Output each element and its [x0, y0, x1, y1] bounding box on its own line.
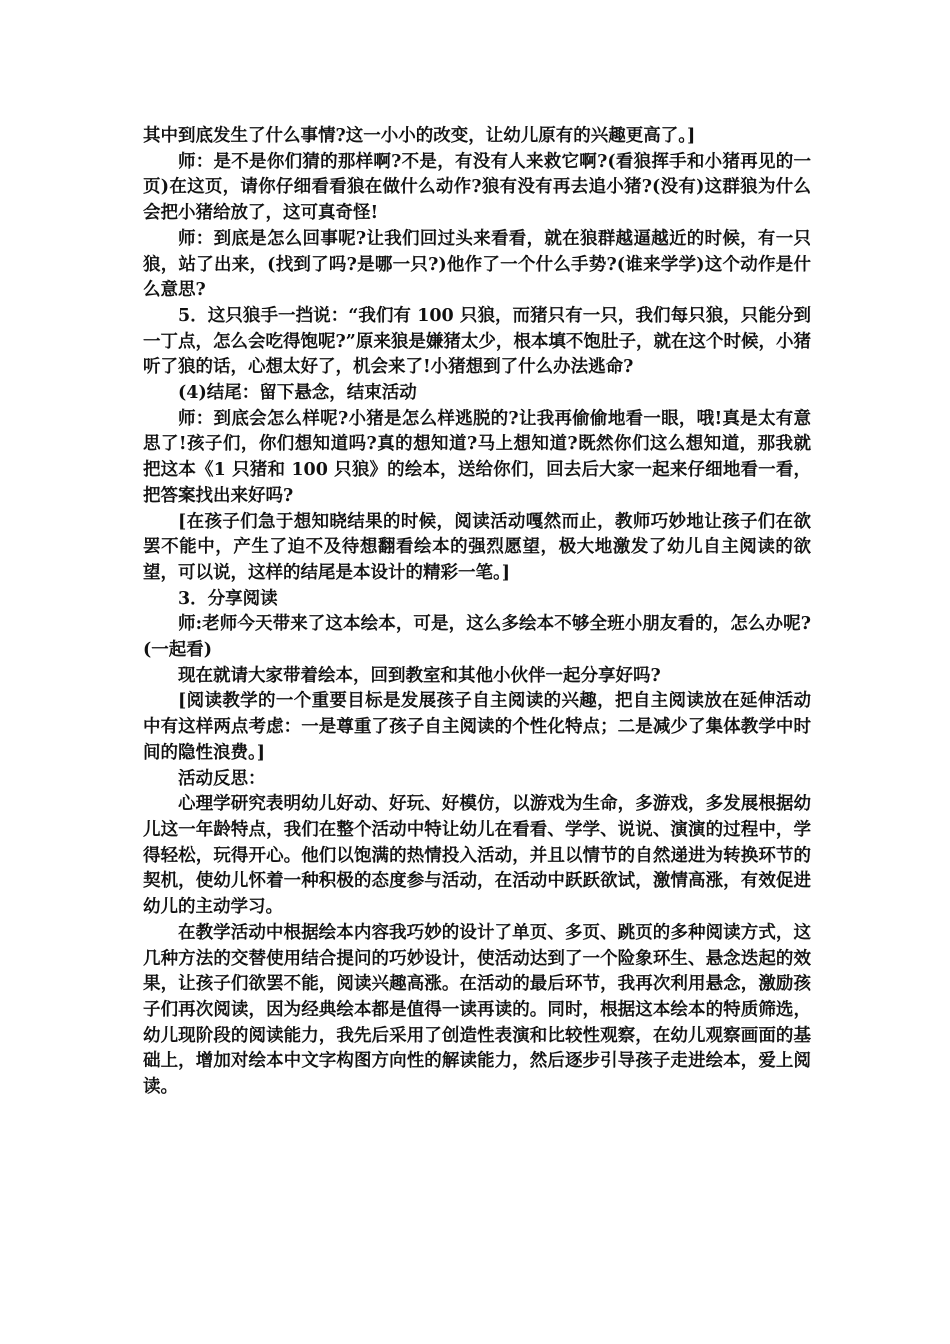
paragraph-6: 师：到底会怎么样呢?小猪是怎么样逃脱的?让我再偷偷地看一眼，哦!真是太有意思了!孩子们，你们想知道吗?真的想知道?马上想知道?既然你们这么想知道，那我就把这本《1 只猪和 100 只狼》的绘本，送给你们，回去后大家一起来仔细地看一看，把答案找出来好吗?	[143, 408, 811, 506]
document-page	[143, 124, 811, 1101]
commentary-ending: [在孩子们急于想知晓结果的时候，阅读活动嘎然而止，教师巧妙地让孩子们在欲罢不能中，产生了迫不及待想翻看绘本的强烈愿望，极大地激发了幼儿自主阅读的欲望，可以说，这样的结尾是本设计的精彩一笔。]	[143, 511, 811, 583]
reflection-paragraph-2: 在教学活动中根据绘本内容我巧妙的设计了单页、多页、跳页的多种阅读方式，这几种方法的交替使用结合提问的巧妙设计，使活动达到了一个险象环生、悬念迭起的效果，让孩子们欲罢不能，阅读兴趣高涨。在活动的最后环节，我再次利用悬念，激励孩子们再次阅读，因为经典绘本都是值得一读再读的。同时，根据这本绘本的特质筛选，幼儿现阶段的阅读能力，我先后采用了创造性表演和比较性观察，在幼儿观察画面的基础上，增加对绘本中文字构图方向性的解读能力，然后逐步引导孩子走进绘本，爱上阅读。	[143, 922, 811, 1098]
paragraph-4: 5．这只狼手一挡说：“我们有 100 只狼，而猪只有一只，我们每只狼，只能分到一丁点，怎么会吃得饱呢?”原来狼是嫌猪太少，根本填不饱肚子，就在这个时候，小猪听了狼的话，心想太好了，机会来了!小猪想到了什么办法逃命?	[143, 305, 811, 378]
section-heading-sharing: 3．分享阅读	[178, 588, 278, 609]
section-heading-reflection: 活动反思：	[178, 768, 266, 789]
paragraph-2: 师：是不是你们猜的那样啊?不是，有没有人来救它啊?(看狼挥手和小猪再见的一页)在这页，请你仔细看看狼在做什么动作?狼有没有再去追小猪?(没有)这群狼为什么会把小猪给放了，这可真奇怪!	[143, 151, 811, 224]
paragraph-10: 现在就请大家带着绘本，回到教室和其他小伙伴一起分享好吗?	[178, 665, 661, 686]
paragraph-3: 师：到底是怎么回事呢?让我们回过头来看看，就在狼群越逼越近的时候，有一只狼，站了出来，(找到了吗?是哪一只?)他作了一个什么手势?(谁来学学)这个动作是什么意思?	[143, 228, 811, 301]
reflection-paragraph-1: 心理学研究表明幼儿好动、好玩、好模仿，以游戏为生命，多游戏，多发展根据幼儿这一年龄特点，我们在整个活动中特让幼儿在看看、学学、说说、演演的过程中，学得轻松，玩得开心。他们以饱满的热情投入活动，并且以情节的自然递进为转换环节的契机，使幼儿怀着一种积极的态度参与活动，在活动中跃跃欲试，激情高涨，有效促进幼儿的主动学习。	[143, 794, 811, 918]
paragraph-9: 师:老师今天带来了这本绘本，可是，这么多绘本不够全班小朋友看的，怎么办呢?(一起看)	[143, 614, 811, 661]
paragraph-1: 其中到底发生了什么事情?这一小小的改变，让幼儿原有的兴趣更高了。]	[143, 126, 696, 146]
commentary-sharing: [阅读教学的一个重要目标是发展孩子自主阅读的兴趣，把自主阅读放在延伸活动中有这样两点考虑：一是尊重了孩子自主阅读的个性化特点；二是减少了集体教学中时间的隐性浪费。]	[143, 691, 811, 763]
section-heading-ending: (4)结尾：留下悬念，结束活动	[178, 383, 417, 404]
